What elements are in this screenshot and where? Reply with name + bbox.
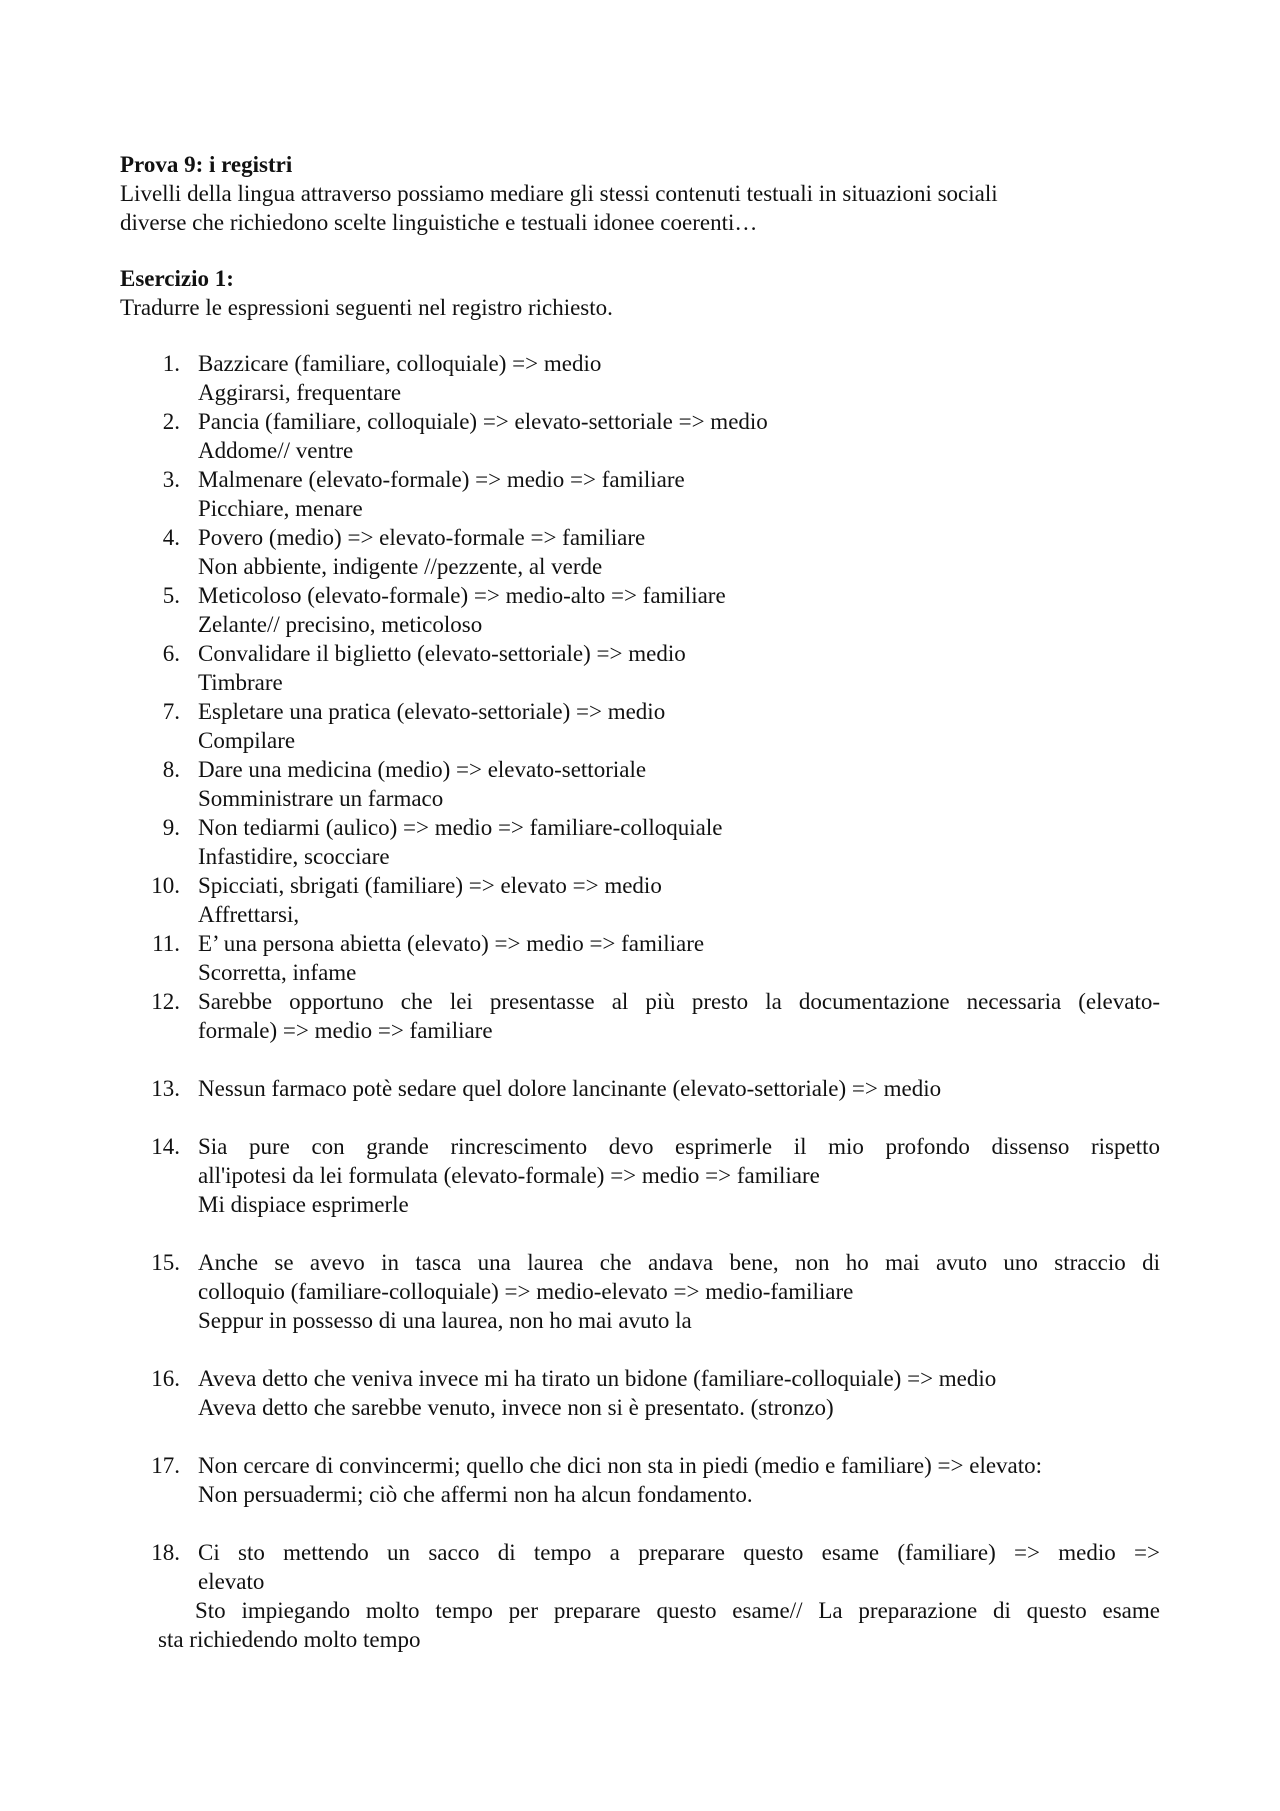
- item-answer: Infastidire, scocciare: [198, 844, 390, 869]
- item-number: 16.: [151, 1366, 180, 1391]
- item-answer: Non abbiente, indigente //pezzente, al verde: [198, 554, 603, 579]
- item-prompt: Sarebbe opportuno che lei presentasse al più presto la documentazione necessaria (elevato-: [198, 989, 1160, 1014]
- item-prompt: Ci sto mettendo un sacco di tempo a preparare questo esame (familiare) => medio =>: [198, 1540, 1160, 1565]
- exercise-list: [120, 349, 1160, 1654]
- exercise-instruction: Tradurre le espressioni seguenti nel registro richiesto.: [120, 295, 613, 320]
- item-prompt-cont: all'ipotesi da lei formulata (elevato-formale) => medio => familiare: [198, 1163, 820, 1188]
- item-prompt: E’ una persona abietta (elevato) => medio => familiare: [198, 931, 705, 956]
- list-item: [120, 523, 1160, 581]
- item-number: 8.: [162, 757, 180, 782]
- item-prompt: Meticoloso (elevato-formale) => medio-alto => familiare: [198, 583, 726, 608]
- item-prompt: Non cercare di convincermi; quello che dici non sta in piedi (medio e familiare) => elevato:: [198, 1453, 1043, 1478]
- item-prompt: Povero (medio) => elevato-formale => familiare: [198, 525, 646, 550]
- list-item: [120, 1132, 1160, 1219]
- item-number: 3.: [162, 467, 180, 492]
- item-answer: Somministrare un farmaco: [198, 786, 444, 811]
- list-item: [120, 1074, 1160, 1103]
- item-number: 10.: [151, 873, 180, 898]
- item-number: 4.: [162, 525, 180, 550]
- item-prompt-cont: elevato: [198, 1569, 265, 1594]
- item-number: 5.: [162, 583, 180, 608]
- item-answer: Aveva detto che sarebbe venuto, invece non si è presentato. (stronzo): [198, 1395, 834, 1420]
- item-prompt: Pancia (familiare, colloquiale) => elevato-settoriale => medio: [198, 409, 768, 434]
- item-prompt: Sia pure con grande rincrescimento devo esprimerle il mio profondo dissenso rispetto: [198, 1134, 1160, 1159]
- item-number: 9.: [162, 815, 180, 840]
- item-number: 15.: [151, 1250, 180, 1275]
- item-number: 2.: [162, 409, 180, 434]
- item-prompt: Nessun farmaco potè sedare quel dolore lancinante (elevato-settoriale) => medio: [198, 1076, 942, 1101]
- document-title: Prova 9: i registri: [120, 152, 293, 177]
- intro-line-2: diverse che richiedono scelte linguistiche e testuali idonee coerenti…: [120, 210, 758, 235]
- item-answer: Affrettarsi,: [198, 902, 300, 927]
- item-answer: Zelante// precisino, meticoloso: [198, 612, 483, 637]
- list-item: [120, 697, 1160, 755]
- item-answer: Addome// ventre: [198, 438, 354, 463]
- item-answer: Picchiare, menare: [198, 496, 363, 521]
- item-number: 1.: [162, 351, 180, 376]
- item-prompt: Malmenare (elevato-formale) => medio => familiare: [198, 467, 685, 492]
- item-prompt: Aveva detto che veniva invece mi ha tirato un bidone (familiare-colloquiale) => medio: [198, 1366, 997, 1391]
- item-answer: Non persuadermi; ciò che affermi non ha alcun fondamento.: [198, 1482, 753, 1507]
- list-item: [120, 871, 1160, 929]
- item-prompt-cont: formale) => medio => familiare: [198, 1018, 493, 1043]
- list-item: [120, 581, 1160, 639]
- item-number: 13.: [151, 1076, 180, 1101]
- intro-line-1: Livelli della lingua attraverso possiamo mediare gli stessi contenuti testuali in situazioni sociali: [120, 181, 998, 206]
- item-number: 17.: [151, 1453, 180, 1478]
- item-prompt: Non tediarmi (aulico) => medio => familiare-colloquiale: [198, 815, 723, 840]
- document-page: [120, 150, 1160, 1654]
- list-item: [120, 755, 1160, 813]
- item-answer: Mi dispiace esprimerle: [198, 1192, 409, 1217]
- item-prompt: Spicciati, sbrigati (familiare) => elevato => medio: [198, 873, 662, 898]
- item-prompt: Bazzicare (familiare, colloquiale) => medio: [198, 351, 602, 376]
- list-item: [120, 987, 1160, 1045]
- item-answer: Timbrare: [198, 670, 283, 695]
- item-number: 12.: [151, 989, 180, 1014]
- list-item: [120, 465, 1160, 523]
- list-item: [120, 1538, 1160, 1654]
- item-prompt: Convalidare il biglietto (elevato-settoriale) => medio: [198, 641, 686, 666]
- item-prompt-cont: colloquio (familiare-colloquiale) => medio-elevato => medio-familiare: [198, 1279, 854, 1304]
- item-answer: Sto impiegando molto tempo per preparare questo esame// La preparazione di questo esame: [195, 1598, 1160, 1623]
- list-item: [120, 349, 1160, 407]
- item-prompt: Anche se avevo in tasca una laurea che andava bene, non ho mai avuto uno straccio di: [198, 1250, 1160, 1275]
- item-number: 11.: [152, 931, 180, 956]
- item-answer: Compilare: [198, 728, 296, 753]
- item-number: 14.: [151, 1134, 180, 1159]
- item-number: 6.: [162, 641, 180, 666]
- item-answer: Aggirarsi, frequentare: [198, 380, 402, 405]
- item-answer-cont: sta richiedendo molto tempo: [158, 1627, 421, 1652]
- list-item: [120, 1451, 1160, 1509]
- list-item: [120, 407, 1160, 465]
- list-item: [120, 639, 1160, 697]
- item-answer: Seppur in possesso di una laurea, non ho mai avuto la: [198, 1308, 692, 1333]
- list-item: [120, 1248, 1160, 1335]
- item-prompt: Espletare una pratica (elevato-settoriale) => medio: [198, 699, 666, 724]
- item-number: 18.: [151, 1540, 180, 1565]
- list-item: [120, 1364, 1160, 1422]
- list-item: [120, 929, 1160, 987]
- item-prompt: Dare una medicina (medio) => elevato-settoriale: [198, 757, 647, 782]
- list-item: [120, 813, 1160, 871]
- item-answer: Scorretta, infame: [198, 960, 357, 985]
- exercise-heading: Esercizio 1:: [120, 266, 234, 291]
- item-number: 7.: [162, 699, 180, 724]
